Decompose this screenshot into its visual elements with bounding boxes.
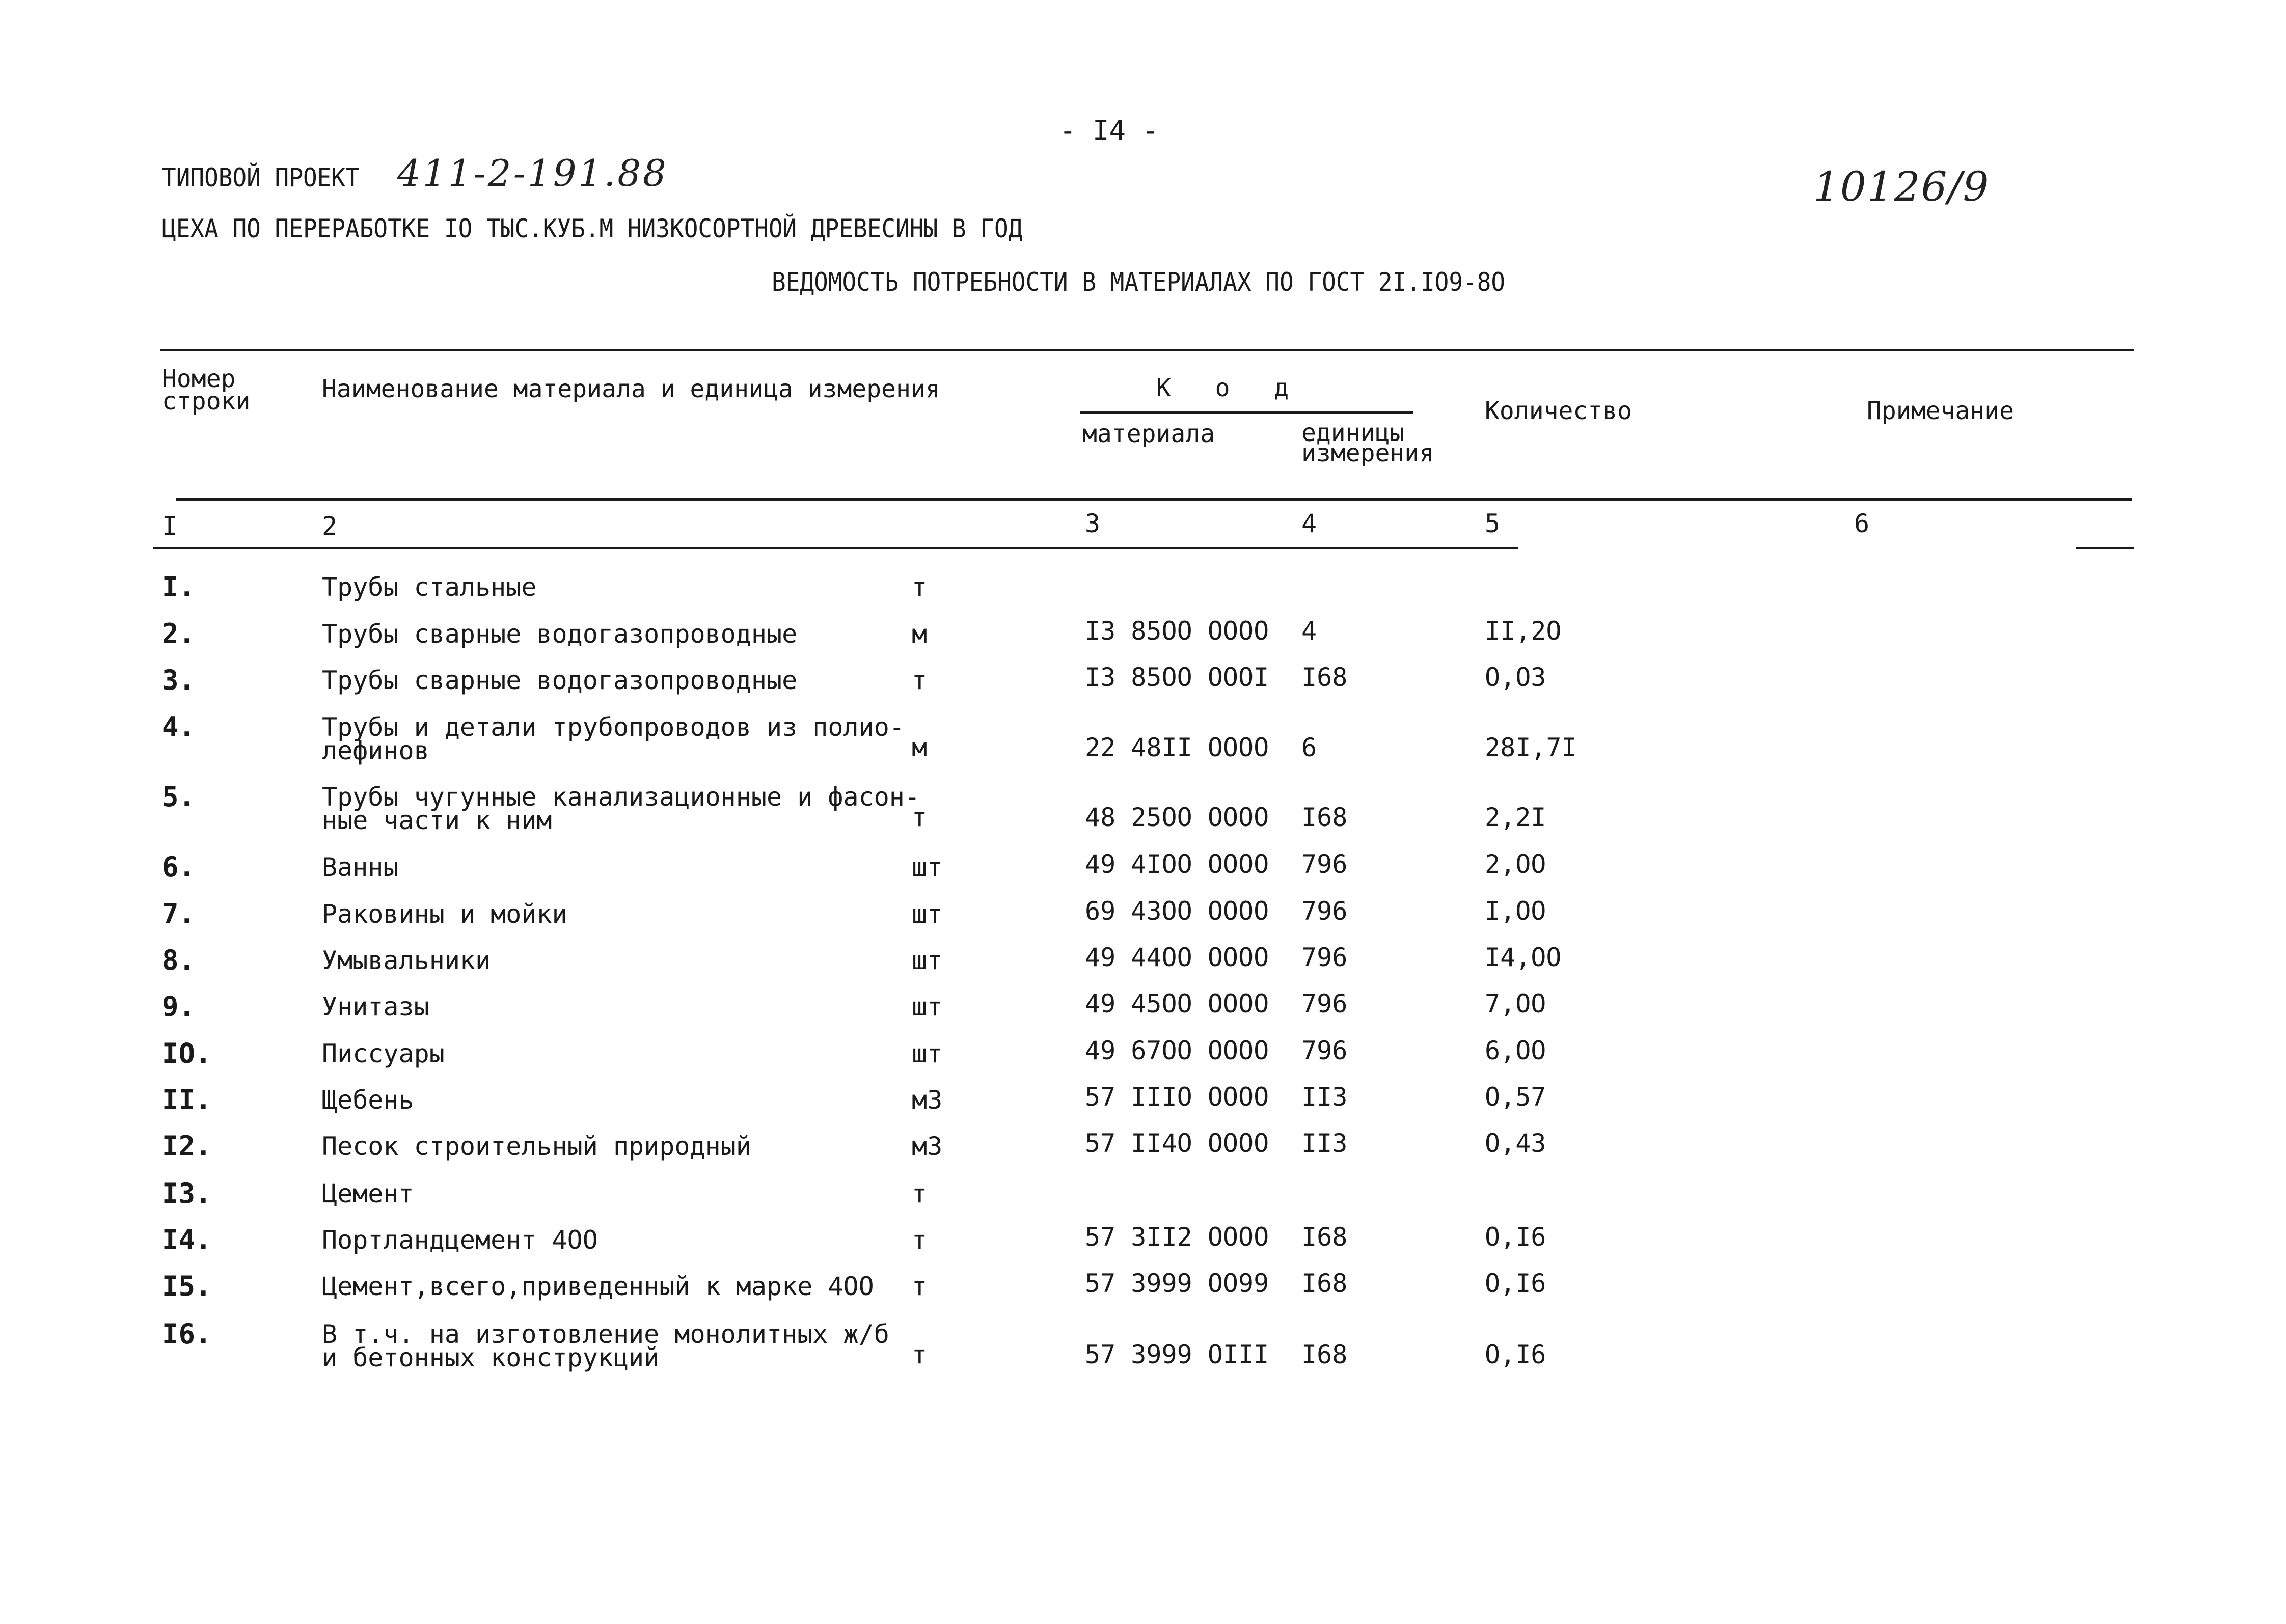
row-unit: т [912, 803, 928, 832]
row-code: 57 3999 OIII [1085, 1340, 1269, 1369]
row-code: 57 II4O OOOO [1085, 1128, 1269, 1158]
project-label: ТИПОВОЙ ПРОЕКТ [162, 163, 360, 192]
row-qty: O,57 [1485, 1082, 1546, 1112]
header-name: Наименование материала и единица измерения [322, 375, 940, 403]
row-name: Трубы и детали трубопроводов из полио- лефинов [322, 712, 905, 765]
row-n: 7. [162, 898, 196, 930]
row-unit: шт [912, 946, 943, 975]
row-name: Цемент,всего,приведенный к марке 4OO [322, 1272, 874, 1301]
column-number: 3 [1085, 509, 1101, 538]
row-qty: II,2O [1485, 616, 1562, 646]
row-qty: O,I6 [1485, 1340, 1546, 1369]
row-ucode: 796 [1301, 943, 1348, 972]
row-code: 48 25OO OOOO [1085, 803, 1269, 832]
row-qty: I4,OO [1485, 943, 1562, 972]
row-code: 49 67OO OOOO [1085, 1036, 1269, 1065]
column-numbers-rule [153, 547, 1518, 549]
row-ucode: 796 [1301, 1036, 1348, 1065]
row-code: 49 44OO OOOO [1085, 943, 1269, 972]
row-n: 8. [162, 944, 196, 976]
row-ucode: 6 [1301, 733, 1317, 762]
code-header-rule [1080, 411, 1413, 414]
row-unit: шт [912, 1039, 943, 1068]
row-code: I3 85OO OOOO [1085, 616, 1269, 646]
row-ucode: 796 [1301, 989, 1348, 1019]
row-unit: т [912, 1225, 928, 1255]
row-code: 69 43OO OOOO [1085, 896, 1269, 926]
row-ucode: I68 [1301, 1269, 1348, 1298]
row-name: Писсуары [322, 1039, 445, 1068]
row-unit: шт [912, 852, 943, 882]
row-unit: т [912, 1179, 928, 1208]
row-n: I5. [162, 1270, 212, 1302]
row-n: I. [162, 571, 196, 603]
row-unit: м [912, 733, 928, 762]
row-code: 22 48II OOOO [1085, 733, 1269, 762]
row-unit: м3 [912, 1085, 943, 1115]
row-n: IO. [162, 1037, 212, 1069]
row-code: 57 3II2 OOOO [1085, 1222, 1269, 1252]
row-unit: шт [912, 899, 943, 929]
page-number: - I4 - [1059, 115, 1159, 147]
row-qty: I,OO [1485, 896, 1546, 926]
row-ucode: 796 [1301, 849, 1348, 879]
row-name: Цемент [322, 1179, 414, 1208]
row-code: 57 IIIO OOOO [1085, 1082, 1269, 1112]
row-ucode: II3 [1301, 1128, 1348, 1158]
row-n: I6. [162, 1318, 212, 1350]
row-name: Унитазы [322, 992, 429, 1022]
header-code: К о д [1156, 374, 1289, 402]
column-numbers-rule-right [2076, 547, 2134, 549]
row-qty: O,I6 [1485, 1269, 1546, 1298]
table-top-rule [160, 349, 2134, 351]
column-number: 6 [1854, 509, 1870, 538]
column-number: I [162, 511, 178, 541]
row-n: 5. [162, 781, 196, 813]
row-name: Портландцемент 4OO [322, 1225, 598, 1255]
row-unit: м3 [912, 1132, 943, 1161]
document-title: ВЕДОМОСТЬ ПОТРЕБНОСТИ В МАТЕРИАЛАХ ПО ГОСТ 2I.IO9-8O [772, 267, 1506, 297]
sheet-code: 10126/9 [1813, 163, 1990, 210]
row-name: Трубы сварные водогазопроводные [322, 619, 798, 649]
row-unit: т [912, 666, 928, 695]
row-n: II. [162, 1084, 212, 1116]
row-unit: т [912, 572, 928, 602]
row-n: I2. [162, 1130, 212, 1162]
row-unit: т [912, 1272, 928, 1301]
row-name: Трубы чугунные канализационные и фасон- ные части к ним [322, 782, 920, 835]
row-qty: 28I,7I [1485, 733, 1577, 762]
row-code: 57 3999 OO99 [1085, 1269, 1269, 1298]
row-ucode: I68 [1301, 663, 1348, 692]
row-code: I3 85OO OOOI [1085, 663, 1269, 692]
row-name: Умывальники [322, 946, 491, 975]
row-n: 3. [162, 664, 196, 696]
document-subtitle: ЦЕХА ПО ПЕРЕРАБОТКЕ IO ТЫС.КУБ.М НИЗКОСОРТНОЙ ДРЕВЕСИНЫ В ГОД [162, 214, 1023, 243]
row-name: Щебень [322, 1085, 414, 1115]
header-code-unit: единицы измерения [1301, 419, 1434, 467]
row-ucode: I68 [1301, 1340, 1348, 1369]
row-ucode: 796 [1301, 896, 1348, 926]
row-code: 49 4IOO OOOO [1085, 849, 1269, 879]
header-row-number: Номер строки [162, 365, 251, 416]
row-qty: O,43 [1485, 1128, 1546, 1158]
row-name: Песок строительный природный [322, 1132, 751, 1161]
header-note: Примечание [1867, 397, 2014, 425]
row-name: Раковины и мойки [322, 899, 567, 929]
row-n: 2. [162, 618, 196, 650]
row-n: I3. [162, 1177, 212, 1209]
row-n: I4. [162, 1224, 212, 1256]
row-ucode: I68 [1301, 803, 1348, 832]
header-quantity: Количество [1485, 397, 1632, 425]
row-name: В т.ч. на изготовление монолитных ж/б и бетонных конструкций [322, 1319, 889, 1372]
row-ucode: I68 [1301, 1222, 1348, 1252]
project-number: 411-2-191.88 [397, 152, 668, 195]
header-code-material: материала [1082, 420, 1215, 448]
row-qty: O,O3 [1485, 663, 1546, 692]
row-qty: 7,OO [1485, 989, 1546, 1019]
row-name: Ванны [322, 852, 399, 882]
row-ucode: 4 [1301, 616, 1317, 646]
row-unit: шт [912, 992, 943, 1022]
row-qty: 6,OO [1485, 1036, 1546, 1065]
row-unit: т [912, 1340, 928, 1369]
row-n: 4. [162, 711, 196, 743]
row-name: Трубы стальные [322, 572, 537, 602]
row-n: 9. [162, 990, 196, 1023]
row-qty: O,I6 [1485, 1222, 1546, 1252]
row-unit: м [912, 619, 928, 649]
row-ucode: II3 [1301, 1082, 1348, 1112]
header-bottom-rule [176, 498, 2132, 501]
column-number: 5 [1485, 509, 1501, 538]
row-qty: 2,2I [1485, 803, 1546, 832]
column-number: 2 [322, 511, 338, 541]
row-code: 49 45OO OOOO [1085, 989, 1269, 1019]
row-name: Трубы сварные водогазопроводные [322, 666, 798, 695]
row-n: 6. [162, 851, 196, 883]
column-number: 4 [1301, 509, 1317, 538]
row-qty: 2,OO [1485, 849, 1546, 879]
